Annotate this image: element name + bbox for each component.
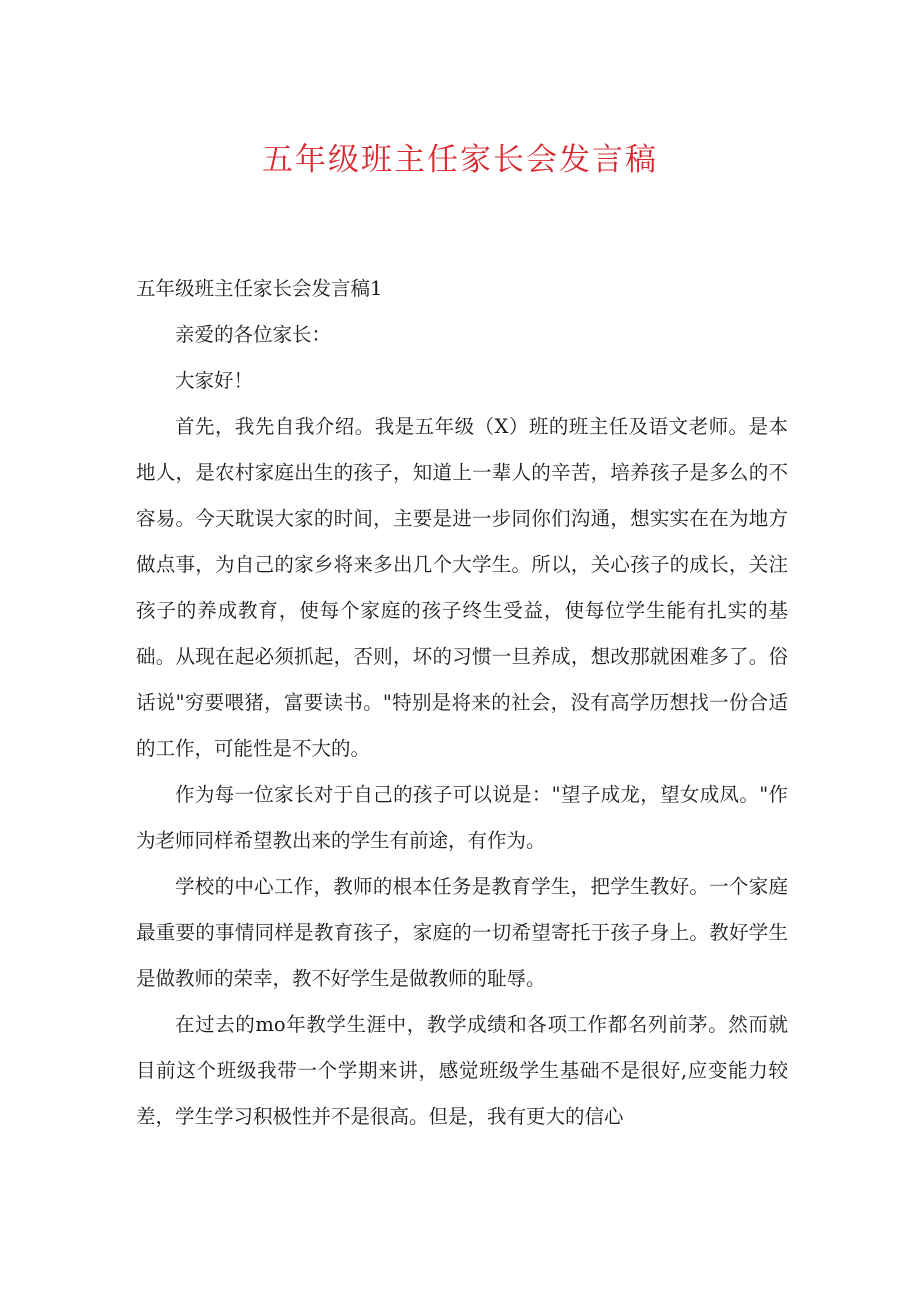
salutation: 亲爱的各位家长： bbox=[175, 323, 332, 346]
body-paragraph: 学校的中心工作，教师的根本任务是教育学生，把学生教好。一个家庭最重要的事情同样是教育孩子，家庭的一切希望寄托于孩子身上。教好学生是做教师的荣幸，教不好学生是做教师的耻辱。 bbox=[136, 875, 788, 990]
greeting: 大家好！ bbox=[175, 369, 254, 392]
section-heading: 五年级班主任家长会发言稿1 bbox=[136, 277, 383, 300]
document-title: 五年级班主任家长会发言稿 bbox=[262, 142, 658, 178]
body-paragraph: 首先，我先自我介绍。我是五年级（X）班的班主任及语文老师。是本地人，是农村家庭出生的孩子，知道上一辈人的辛苦，培养孩子是多么的不容易。今天耽误大家的时间，主要是进一步同你们沟通，想实实在在为地方做点事，为自己的家乡将来多出几个大学生。所以，关心孩子的成长，关注孩子的养成教育，使每个家庭的孩子终生受益，使每位学生能有扎实的基础。从现在起必须抓起，否则，坏的习惯一旦养成，想改那就困难多了。俗话说"穷要喂猪，富要读书。"特别是将来的社会，没有高学历想找一份合适的工作，可能性是不大的。 bbox=[136, 415, 788, 760]
document-body bbox=[136, 266, 788, 1140]
body-paragraph: 作为每一位家长对于自己的孩子可以说是："望子成龙，望女成凤。"作为老师同样希望教出来的学生有前途，有作为。 bbox=[136, 783, 788, 852]
body-paragraph: 在过去的mo年教学生涯中，教学成绩和各项工作都名列前茅。然而就目前这个班级我带一个学期来讲，感觉班级学生基础不是很好,应变能力较差，学生学习积极性并不是很高。但是，我有更大的信心 bbox=[136, 1013, 788, 1128]
